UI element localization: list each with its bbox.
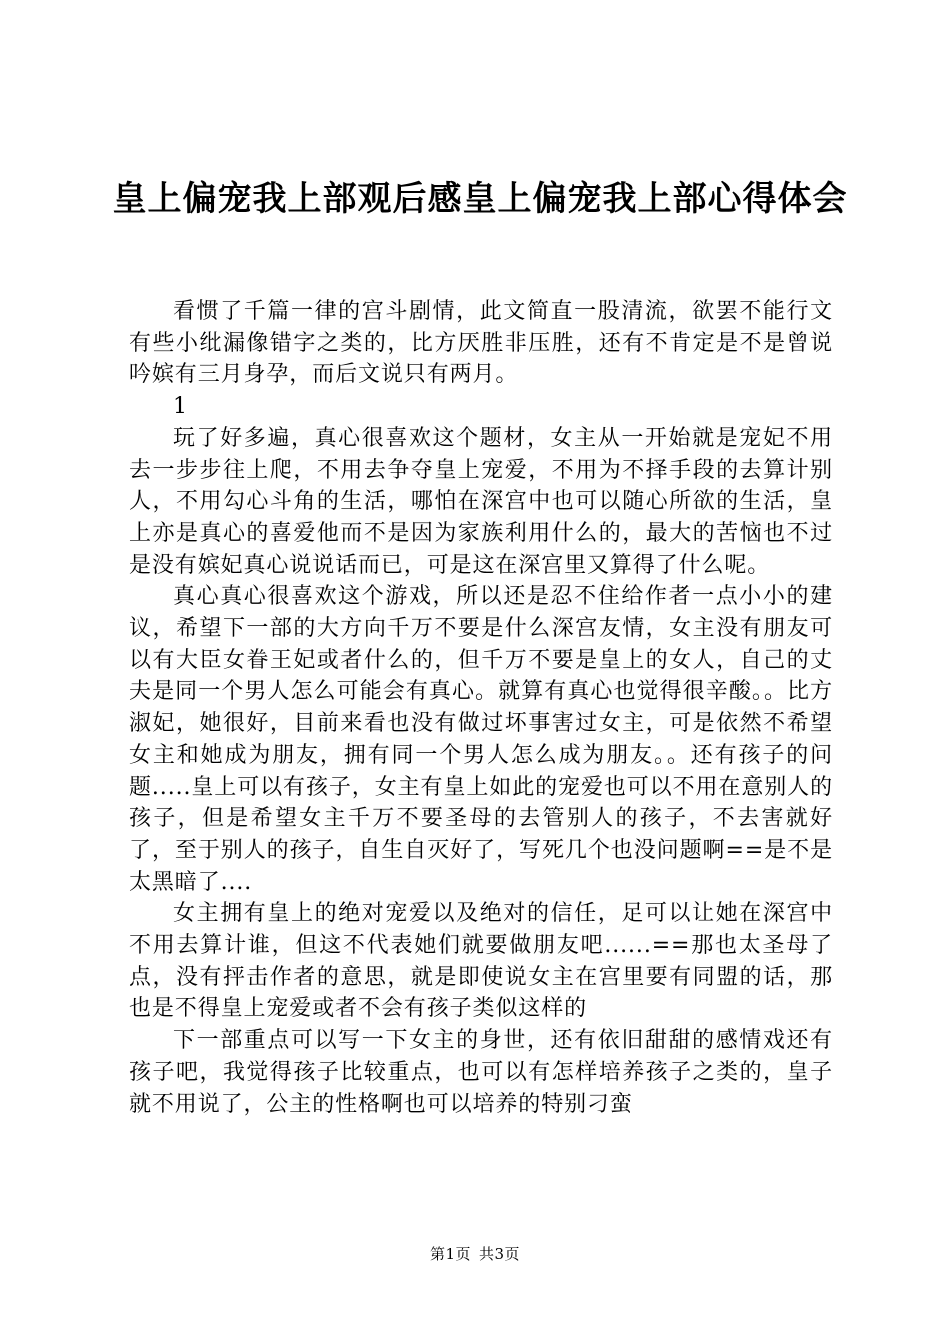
paragraph-number: 1	[173, 394, 188, 420]
paragraph-3: 真心真心很喜欢这个游戏，所以还是忍不住给作者一点小小的建议，希望下一部的大方向千万不要是什么深宫友情，女主没有朋友可以有大臣女眷王妃或者什么的，但千万不要是皇上的女人，自己的丈夫是同一个男人怎么可能会有真心。就算有真心也觉得很辛酸。。比方淑妃，她很好，目前来看也没有做过坏事害过女主，可是依然不希望女主和她成为朋友，拥有同一个男人怎么成为朋友。。还有孩子的问题.....皇上可以有孩子，女主有皇上如此的宠爱也可以不用在意别人的孩子，但是希望女主千万不要圣母的去管别人的孩子，不去害就好了，至于别人的孩子，自生自灭好了，写死几个也没问题啊==是不是太黑暗了....	[129, 584, 833, 895]
paragraph-4: 女主拥有皇上的绝对宠爱以及绝对的信任，足可以让她在深宫中不用去算计谁，但这不代表她们就要做朋友吧......==那也太圣母了点，没有抨击作者的意思，就是即使说女主在宫里要有同盟的话，那也是不得皇上宠爱或者不会有孩子类似这样的	[129, 901, 833, 1022]
page-number: 第1页	[429, 1245, 471, 1263]
page-title: 皇上偏宠我上部观后感皇上偏宠我上部心得体会	[112, 179, 848, 219]
paragraph-5: 下一部重点可以写一下女主的身世，还有依旧甜甜的感情戏还有孩子吧，我觉得孩子比较重点，也可以有怎样培养孩子之类的，皇子就不用说了，公主的性格啊也可以培养的特别刁蛮	[129, 1028, 833, 1117]
document-body	[129, 296, 833, 1120]
paragraph-1: 看惯了千篇一律的宫斗剧情，此文简直一股清流，欲罢不能行文有些小纰漏像错字之类的，比方厌胜非压胜，还有不肯定是不是曾说吟嫔有三月身孕，而后文说只有两月。	[129, 299, 833, 388]
page-total: 共3页	[479, 1245, 521, 1263]
page-footer	[0, 1244, 950, 1264]
paragraph-2: 玩了好多遍，真心很喜欢这个题材，女主从一开始就是宠妃不用去一步步往上爬，不用去争夺皇上宠爱，不用为不择手段的去算计别人，不用勾心斗角的生活，哪怕在深宫中也可以随心所欲的生活，皇上亦是真心的喜爱他而不是因为家族利用什么的，最大的苦恼也不过是没有嫔妃真心说说话而已，可是这在深宫里又算得了什么呢。	[129, 425, 833, 578]
